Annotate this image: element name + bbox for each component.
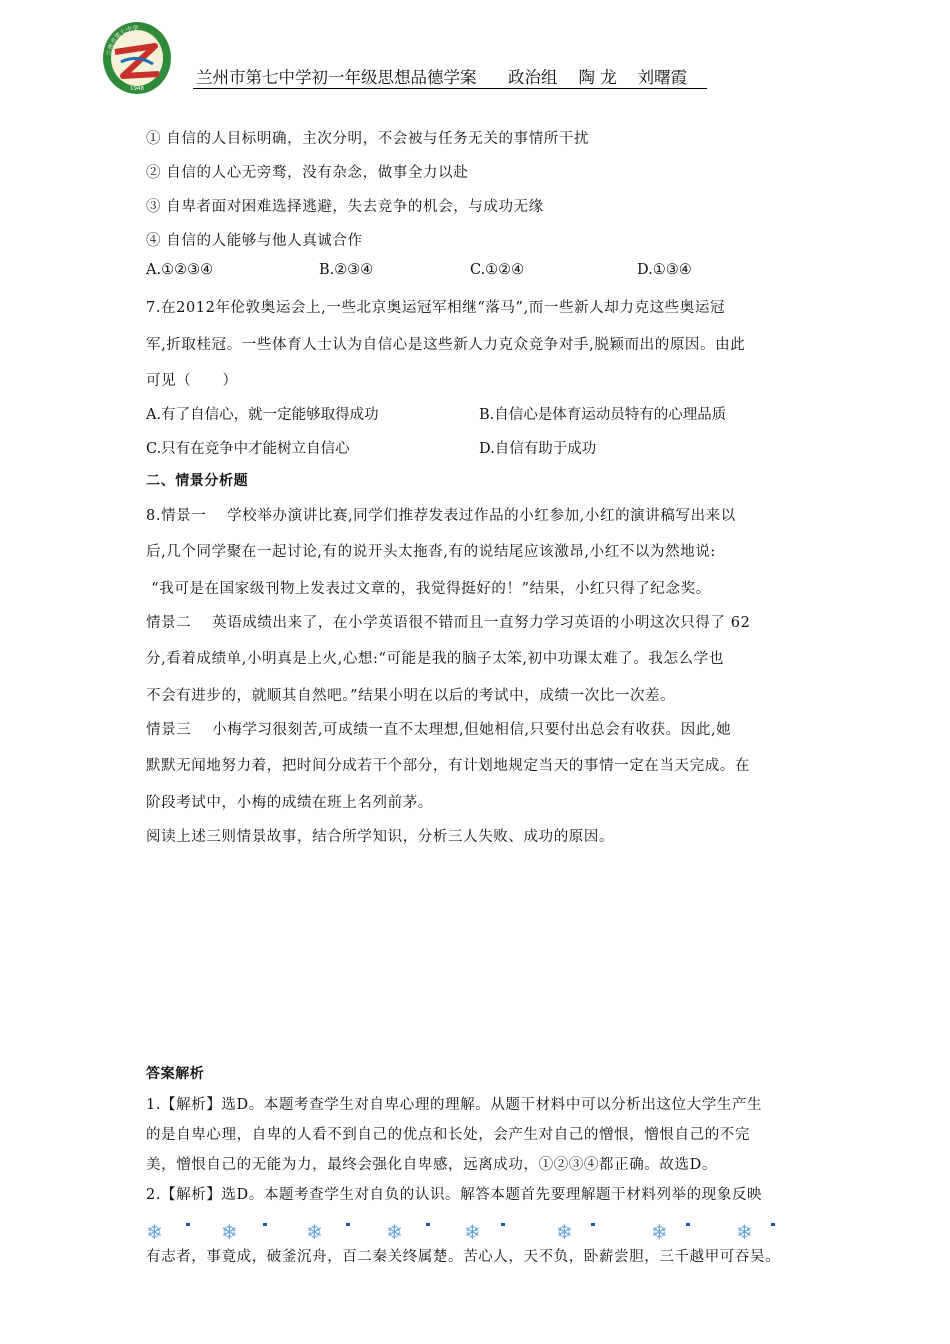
snowflake-icon: ❄	[221, 1220, 238, 1244]
q8-line-4: 情景二 英语成绩出来了，在小学英语很不错而且一直努力学习英语的小明这次只得了 62	[146, 615, 751, 631]
answers-title: 答案解析	[146, 1066, 205, 1082]
dot-icon	[426, 1223, 430, 1226]
answer-line-2: 的是自卑心理，自卑的人看不到自己的优点和长处，会产生对自己的憎恨，憎恨自己的不完	[146, 1127, 750, 1143]
snowflake-icon: ❄	[556, 1220, 573, 1244]
dot-icon	[501, 1223, 505, 1226]
q8-line-6: 不会有进步的，就顺其自然吧。”结果小明在以后的考试中，成绩一次比一次差。	[146, 688, 676, 704]
q8-line-7: 情景三 小梅学习很刻苦,可成绩一直不太理想,但她相信,只要付出总会有收获。因此,她	[146, 722, 732, 738]
q7-option-d: D.自信有助于成功	[479, 441, 597, 457]
q7-line-1: 7.在2012年伦敦奥运会上,一些北京奥运冠军相继“落马”,而一些新人却力克这些奥运冠	[146, 300, 726, 316]
footer-motto: 有志者，事竟成，破釜沉舟，百二秦关终属楚。苦心人，天不负，卧薪尝胆，三千越甲可吞吴。	[146, 1249, 781, 1265]
q8-line-5: 分,看着成绩单,小明真是上火,心想:“可能是我的脑子太笨,初中功课太难了。我怎么学也	[146, 651, 724, 667]
section-2-title: 二、情景分析题	[146, 473, 249, 489]
q6-option-c: C.①②④	[470, 262, 525, 278]
q8-line-2: 后,几个同学聚在一起讨论,有的说开头太拖沓,有的说结尾应该激昂,小红不以为然地说:	[146, 544, 716, 560]
snowflake-icon: ❄	[651, 1220, 668, 1244]
dot-icon	[263, 1223, 267, 1226]
header-title: 兰州市第七中学初一年级思想品德学案 政治组 陶 龙 刘曙霞	[196, 68, 688, 87]
answer-line-1: 1.【解析】选D。本题考查学生对自卑心理的理解。从题干材料中可以分析出这位大学生产生	[146, 1097, 763, 1113]
dot-icon	[591, 1223, 595, 1226]
answer-line-4: 2.【解析】选D。本题考查学生对自负的认识。解答本题首先要理解题干材料列举的现象反映	[146, 1187, 763, 1203]
q8-line-3: “我可是在国家级刊物上发表过文章的，我觉得挺好的！”结果，小红只得了纪念奖。	[146, 581, 711, 597]
dot-icon	[686, 1223, 690, 1226]
snowflake-icon: ❄	[464, 1220, 481, 1244]
school-logo	[101, 18, 173, 104]
footer-snowflake-border	[146, 1220, 826, 1244]
q7-line-3: 可见（ ）	[146, 373, 238, 389]
q6-item-2: ② 自信的人心无旁骛，没有杂念，做事全力以赴	[146, 165, 469, 181]
dot-icon	[771, 1223, 775, 1226]
dot-icon	[346, 1223, 350, 1226]
q6-item-3: ③ 自卑者面对困难选择逃避，失去竞争的机会，与成功无缘	[146, 199, 544, 215]
q6-option-a: A.①②③④	[146, 262, 214, 278]
q8-line-10: 阅读上述三则情景故事，结合所学知识，分析三人失败、成功的原因。	[146, 829, 615, 845]
q8-line-8: 默默无闻地努力着，把时间分成若干个部分，有计划地规定当天的事情一定在当天完成。在	[146, 758, 750, 774]
answer-line-3: 美，憎恨自己的无能为力，最终会强化自卑感，远离成功，①②③④都正确。故选D。	[146, 1157, 717, 1173]
q6-option-d: D.①③④	[637, 262, 692, 278]
q7-line-2: 军,折取桂冠。一些体育人士认为自信心是这些新人力克众竞争对手,脱颖而出的原因。由此	[146, 337, 746, 353]
snowflake-icon: ❄	[386, 1220, 403, 1244]
snowflake-icon: ❄	[146, 1220, 163, 1244]
q7-option-c: C.只有在竞争中才能树立自信心	[146, 441, 350, 457]
header-underline	[193, 88, 707, 89]
logo-year: 1948	[130, 86, 144, 92]
dot-icon	[186, 1223, 190, 1226]
q8-line-9: 阶段考试中，小梅的成绩在班上名列前茅。	[146, 795, 433, 811]
snowflake-icon: ❄	[736, 1220, 753, 1244]
snowflake-icon: ❄	[306, 1220, 323, 1244]
q6-item-4: ④ 自信的人能够与他人真诚合作	[146, 233, 363, 249]
logo-arc-text: 兰州市第七中学	[105, 24, 139, 57]
q6-option-b: B.②③④	[319, 262, 374, 278]
q7-option-b: B.自信心是体育运动员特有的心理品质	[479, 407, 727, 423]
q8-line-1: 8.情景一 学校举办演讲比赛,同学们推荐发表过作品的小红参加,小红的演讲稿写出来以	[146, 508, 736, 524]
q7-option-a: A.有了自信心，就一定能够取得成功	[146, 407, 379, 423]
q6-item-1: ① 自信的人目标明确，主次分明，不会被与任务无关的事情所干扰	[146, 131, 590, 147]
